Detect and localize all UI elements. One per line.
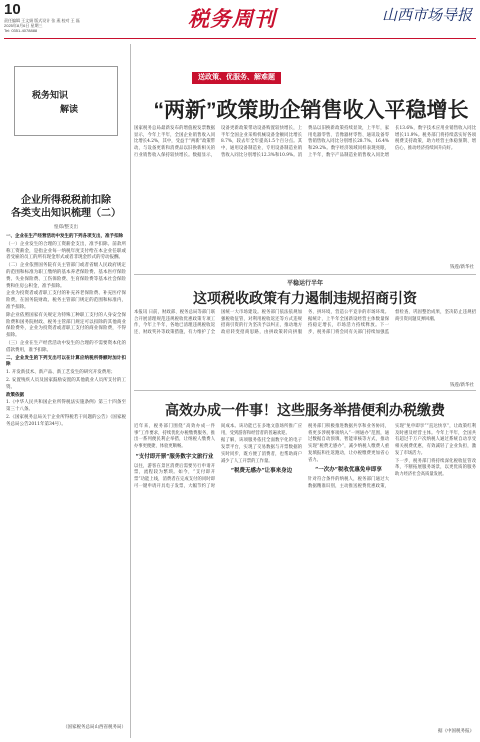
article2-kicker: 平稳运行半年: [286, 280, 323, 287]
section-divider: [134, 390, 476, 391]
article2-byline: 钱莲/新华社: [449, 383, 474, 388]
section-divider: [134, 274, 476, 275]
article1-headline: “两新”政策助企销售收入平稳增长: [153, 99, 469, 122]
column-logo-line1: 税务知识: [32, 91, 69, 101]
article3-byline: 据《中国税务报》: [438, 729, 474, 734]
article3-subheading: “税费无感办”让事来身边: [230, 468, 293, 475]
left-article-author: 惶郑/整支出: [53, 225, 79, 230]
article3-subheading: “支付即开票”服务数字文旅行业: [135, 453, 214, 460]
article2-headline: 这项税收政策有力遏制违规招商引资: [193, 290, 417, 306]
left-article-credit: （国家税务总局山西省税务局）: [63, 725, 126, 730]
newspaper-name: 山西市场导报: [382, 6, 473, 24]
left-article-title: [4, 194, 128, 220]
article1-byline: 钱莲/新华社: [449, 265, 474, 270]
left-paragraph: 1. 开发新技术、新产品、新工艺发生的研究开发费用；: [6, 370, 116, 376]
left-paragraph: 一、企业在生产经营活动中发生的下列各项支出，准予扣除: [6, 234, 123, 239]
article3-subheading: “一次办”税收优惠免申即享: [315, 467, 382, 474]
main-area: [134, 44, 476, 738]
meta-line: Tel: 0351-4078888: [4, 28, 38, 34]
page-meta: [4, 18, 122, 34]
left-paragraph: 2.《国家税务总局关于企业所得税若干问题的公告》（国家税务总局公告2011年第34号）。: [6, 414, 126, 427]
article3-body: [134, 424, 476, 732]
left-article-body: [6, 234, 126, 430]
left-paragraph: 除企业依照国家有关规定为特殊工种职工支付的人身安全保险费和国务院财政、税务主管部门规定可以扣除的其他商业保险费外，企业为投资者或者职工支付的商业保险费，不得扣除。: [6, 312, 126, 339]
article3-paragraph: 税务部门积极推进数据共享和业务协同，将更多涉税事项纳入“一网通办”范围，通过数据自动预填、智能审核等方式，推动实现“税费无感办”，减少纳税人缴费人重复填报和往返跑动，让办税缴费更加省心省力。: [308, 424, 389, 463]
left-paragraph: （二）企业依照国务院有关主管部门或者省级人民政府规定的范围和标准为职工缴纳的基本养老保险费、基本医疗保险费、失业保险费、工伤保险费、生育保险费等基本社会保险费和住房公积金，准予扣除。: [6, 263, 126, 289]
left-paragraph: 二、企业发生的下列支出可以在计算应纳税所得额时加计扣除: [6, 355, 126, 368]
left-paragraph: 2. 安置残疾人员及国家鼓励安置的其他就业人员所支付的工资。: [6, 377, 126, 390]
article3-paragraph: 近年来，税务部门围绕“高效办成一件事”工作要求，持续优化办税缴费服务，推出一系列便民利企举措，让纳税人缴费人办事更便捷、体验更顺畅。: [134, 424, 215, 450]
article3-paragraph: 下一步，税务部门将持续深化税收征管改革，不断拓展服务场景，以更优质的服务助力经济社会高质量发展。: [395, 458, 476, 477]
article3-paragraph: 以往，游客在景区消费后需要另行申请开票，流程较为繁琐。如今，“支付即开票”功能上线，消费者在完成支付的同时即可一键申请开具电子发票，大幅节约了时间成本。该功能已在多地文旅场所推广应用，受到游客和经营者的普遍欢迎。: [134, 424, 302, 489]
left-paragraph: （三）企业在生产经营活动中发生的合理的不需要资本化的借款费用，准予扣除。: [6, 340, 126, 353]
title-line: 企业所得税税前扣除: [21, 195, 111, 206]
title-line: 各类支出知识梳理（二）: [11, 208, 121, 219]
theme-banner: 送政策、优服务、解难题: [192, 72, 281, 84]
left-paragraph: 企业为投资者或者职工支付的补充养老保险费、补充医疗保险费，在国务院财政、税务主管部门规定的范围和标准内，准予扣除。: [6, 291, 126, 310]
meta-line: 2025年8月6日 星期三: [4, 23, 43, 29]
section-masthead: 税务周刊: [188, 6, 276, 31]
left-column: [4, 44, 128, 738]
meta-line: 责任编辑 王文娟 版式设计 张 燕 校对 王 磊: [4, 18, 80, 23]
column-logo-line2: 解读: [60, 105, 79, 115]
article3-paragraph: 针对符合条件的纳税人，税务部门通过大数据精准识别，主动推送税费优惠政策，实现“免申即享”“直达快享”，让政策红利及时惠及经营主体。今年上半年，全国共有超过千万户次纳税人通过系统自动享受相关税费优惠，有效减轻了企业负担，激发了市场活力。: [308, 424, 476, 489]
column-logo-box: [14, 66, 118, 136]
left-paragraph: 政策依据: [6, 392, 24, 398]
page-header: [0, 0, 480, 38]
left-paragraph: 1.《中华人民共和国企业所得税法实施条例》第三十四条至第三十八条。: [6, 400, 126, 413]
article3-paragraph: 据了解，该项服务依托全面数字化的电子发票平台，实现了交易数据与开票数据的实时同步，既方便了消费者，也帮助商户减少了人工开票的工作量。: [221, 438, 302, 464]
article2-body: 本报讯 日前，财政部、税务总局等部门联合开展清理规范违规税收优惠政策专项工作，今年上半年，各地已清理违规税收返还、财政奖补等政策措施，有力维护了全国统一大市场建设。税务部门依法依规加强税收征管，对利用税收返还等方式违规招商引资的行为坚决予以纠正，推动地方政府转变招商思路，由拼政策转向拼服务、拼环境，营造公平竞争的市场环境。据统计，上半年全国新设经营主体数量保持稳定增长，市场活力持续释放。下一步，税务部门将会同有关部门持续加强监督检查，巩固整治成果，坚决防止违规招商引资问题反弹回潮。: [134, 310, 476, 336]
header-divider: [4, 38, 476, 39]
page-number: 10: [4, 1, 21, 18]
column-divider: [130, 44, 131, 738]
article3-headline: 高效办成一件事！这些服务举措便利办税缴费: [165, 402, 445, 418]
article1-body: 国家税务总局最新发布的增值税发票数据显示，今年上半年，全国企业销售收入同比增长4.2%，其中，受益于“两新”政策带动，与设备更新和消费品以旧换新相关的行业销售收入保持较快增长。数据显示，设备更新政策带动设备购置较快增长，上半年全国企业采购机械设备金额同比增长8.7%，较去年全年提高1.5个百分点。其中，通用设备制造业、专用设备制造业销售收入同比分别增长12.3%和10.9%。消费品以旧换新政策持续显效，上半年，家用电器零售、音像器材零售、通讯设备零售销售收入同比分别增长28.7%、16.4%和29.2%。数字经济领域同样表现亮眼，上半年，数字产品制造业销售收入同比增长13.6%，数字技术应用业销售收入同比增长11.9%。税务部门将持续落实好各项税费支持政策，助力经营主体稳预期、增信心，推动经济持续回升向好。: [134, 126, 476, 158]
left-paragraph: （一）企业发生的合理的工资薪金支出，准予扣除。前款所称工资薪金，是指企业每一纳税年度支付给在本企业任职或者受雇的员工的所有现金形式或者非现金形式的劳动报酬。: [6, 241, 126, 261]
